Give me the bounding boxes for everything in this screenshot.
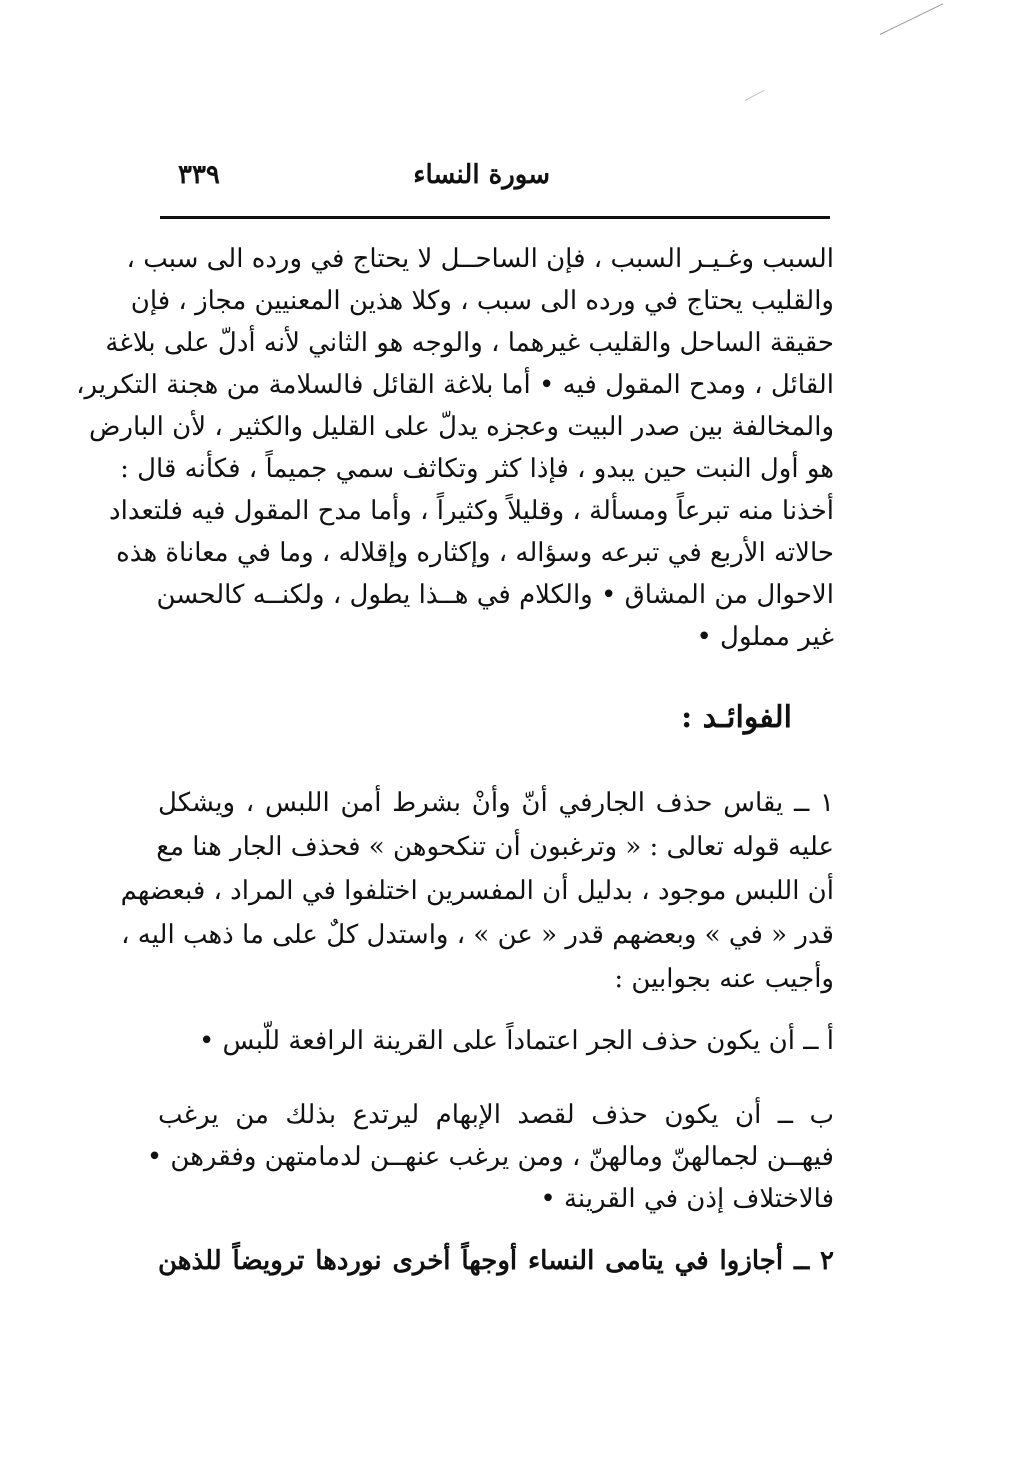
body-line: والمخالفة بين صدر البيت وعجزه يدلّ على القليل والكثير ، لأن البارض [88, 412, 834, 442]
body-line: هو أول النبت حين يبدو ، فإذا كثر وتكاثف سمي جميماً ، فكأنه قال : [120, 454, 834, 484]
header-rule [160, 216, 830, 219]
body-line: أخذنا منه تبرعاً ومسألة ، وقليلاً وكثيراً ، وأما مدح المقول فيه فلتعداد [109, 496, 834, 526]
answer-b-line: فالاختلاف إذن في القرينة • [540, 1184, 834, 1214]
benefit-line: عليه قوله تعالى : « وترغبون أن تنكحوهن » فحذف الجار هنا مع [156, 832, 834, 862]
running-header [160, 160, 830, 204]
benefit-line: ٢ ــ أجازوا في يتامى النساء أوجهاً أخرى نوردها ترويضاً للذهن [158, 1246, 834, 1276]
body-line: الاحوال من المشاق • والكلام في هــذا يطول ، ولكنــه كالحسن [156, 580, 834, 610]
scan-mark [745, 90, 765, 101]
benefit-line: قدر « في » وبعضهم قدر « عن » ، واستدل كلٌ على ما ذهب اليه ، [121, 920, 834, 950]
running-title: سورة النساء [413, 160, 550, 190]
answer-a-line: أ ــ أن يكون حذف الجر اعتماداً على القرينة الرافعة للّبس • [198, 1026, 834, 1056]
body-line: القائل ، ومدح المقول فيه • أما بلاغة القائل فالسلامة من هجنة التكرير، [76, 370, 834, 400]
body-line: غير مملول • [696, 622, 834, 652]
benefit-line: وأجيب عنه بجوابين : [614, 964, 834, 994]
answer-b-line: فيهــن لجمالهنّ ومالهنّ ، ومن يرغب عنهــن لدمامتهن وفقرهن • [146, 1142, 834, 1172]
benefit-line: أن اللبس موجود ، بدليل أن المفسرين اختلفوا في المراد ، فبعضهم [120, 876, 834, 906]
section-heading: الفوائـد : [681, 700, 792, 735]
benefit-line: ١ ــ يقاس حذف الجارفي أنّ وأنْ بشرط أمن اللبس ، ويشكل [158, 788, 834, 818]
answer-b-line: ب ــ أن يكون حذف لقصد الإبهام ليرتدع بذلك من يرغب [158, 1100, 834, 1130]
scan-mark [880, 3, 943, 35]
body-line: والقليب يحتاج في ورده الى سبب ، وكلا هذين المعنيين مجاز ، فإن [130, 286, 834, 316]
body-line: السبب وغـيـر السبب ، فإن الساحــل لا يحتاج في ورده الى سبب ، [126, 244, 834, 274]
body-line: حقيقة الساحل والقليب غيرهما ، والوجه هو الثاني لأنه أدلّ على بلاغة [105, 328, 834, 358]
page-number: ٣٣٩ [178, 160, 220, 190]
body-line: حالاته الأربع في تبرعه وسؤاله ، وإكثاره وإقلاله ، وما في معاناة هذه [116, 538, 834, 568]
